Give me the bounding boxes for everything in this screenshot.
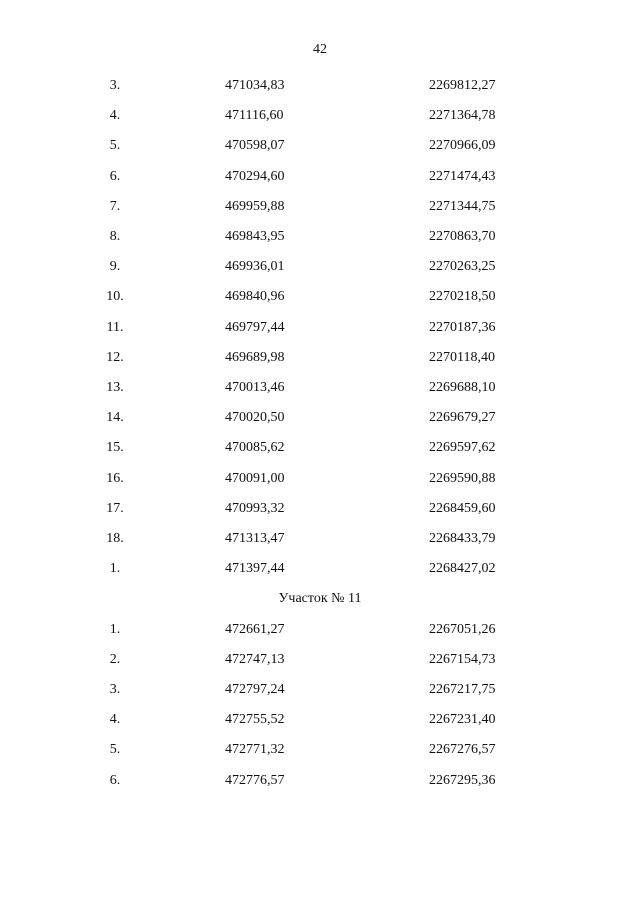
coordinate-x: 471313,47 [225,531,285,546]
table-row [0,288,640,306]
table-row [0,228,640,246]
coordinate-y: 2271364,78 [429,108,496,124]
coordinate-y: 2267295,36 [429,772,496,788]
coordinate-y: 2268433,79 [429,531,496,546]
coordinate-y: 2270118,40 [429,349,495,365]
coordinate-x: 472661,27 [225,621,285,637]
coordinate-y: 2269597,62 [429,440,496,456]
coordinate-y: 2270966,09 [429,138,496,154]
point-number: 5. [109,742,121,758]
table-row [0,711,640,729]
coordinate-x: 472771,32 [225,742,285,758]
coordinate-x: 472776,57 [225,772,285,788]
coordinate-y: 2269679,27 [429,410,496,426]
coordinate-y: 2270263,25 [429,259,496,275]
point-number: 10. [106,289,124,305]
coordinate-x: 469797,44 [225,319,285,335]
point-number: 12. [106,349,124,365]
table-row [0,168,640,186]
coordinate-y: 2268459,60 [429,500,496,516]
point-number: 6. [109,168,121,184]
point-number: 2. [109,651,121,667]
table-row [0,500,640,518]
point-number: 15. [106,440,124,456]
table-row [0,741,640,759]
coordinate-x: 471397,44 [225,561,285,577]
table-row [0,409,640,427]
point-number: 7. [109,198,121,214]
coordinate-y: 2267154,73 [429,651,496,667]
coordinate-x: 472747,13 [225,651,285,667]
coordinate-x: 470091,00 [225,470,285,486]
point-number: 1. [109,621,121,637]
page-number: 42 [313,42,327,57]
table-row [0,530,640,548]
table-row [0,258,640,276]
coordinate-y: 2267231,40 [429,712,496,728]
coordinate-y: 2267217,75 [429,682,496,697]
point-number: 16. [106,470,124,486]
point-number: 11. [106,319,124,335]
coordinate-x: 471034,83 [225,78,285,93]
coordinate-x: 469843,95 [225,229,285,244]
coordinate-y: 2267051,26 [429,621,496,637]
coordinate-x: 470598,07 [225,138,285,154]
coordinate-y: 2270187,36 [429,319,496,335]
coordinate-x: 470020,50 [225,410,285,426]
coordinate-y: 2269812,27 [429,78,496,93]
coordinate-x: 472797,24 [225,682,285,697]
coordinate-x: 469840,96 [225,289,285,305]
point-number: 18. [106,531,124,546]
table-row [0,77,640,95]
coordinate-x: 469936,01 [225,259,285,275]
coordinate-x: 470294,60 [225,168,285,184]
table-row [0,439,640,457]
table-row [0,379,640,397]
coordinate-y: 2267276,57 [429,742,496,758]
coordinate-y: 2270863,70 [429,229,496,244]
point-number: 9. [109,259,121,275]
point-number: 3. [109,682,121,697]
point-number: 3. [109,78,121,93]
coordinate-x: 471116,60 [225,108,284,124]
table-row [0,349,640,367]
table-row [0,621,640,639]
table-row [0,681,640,699]
table-row [0,651,640,669]
point-number: 6. [109,772,121,788]
coordinate-x: 470993,32 [225,500,285,516]
coordinate-x: 470085,62 [225,440,285,456]
point-number: 5. [109,138,121,154]
table-row [0,198,640,216]
point-number: 14. [106,410,124,426]
coordinate-y: 2269590,88 [429,470,496,486]
point-number: 8. [109,229,121,244]
coordinate-y: 2269688,10 [429,380,496,395]
coordinate-y: 2271344,75 [429,198,496,214]
coordinate-x: 472755,52 [225,712,285,728]
coordinate-y: 2268427,02 [429,561,496,577]
section-title: Участок № 11 [278,591,362,607]
table-row [0,107,640,125]
table-row [0,560,640,578]
coordinate-x: 470013,46 [225,380,285,395]
point-number: 1. [109,561,121,577]
table-row [0,319,640,337]
coordinate-y: 2271474,43 [429,168,496,184]
point-number: 4. [109,712,121,728]
coordinate-y: 2270218,50 [429,289,496,305]
point-number: 4. [109,108,121,124]
table-row [0,137,640,155]
table-row [0,772,640,790]
point-number: 13. [106,380,124,395]
point-number: 17. [106,500,124,516]
coordinate-x: 469959,88 [225,198,285,214]
coordinate-x: 469689,98 [225,349,285,365]
table-row [0,470,640,488]
